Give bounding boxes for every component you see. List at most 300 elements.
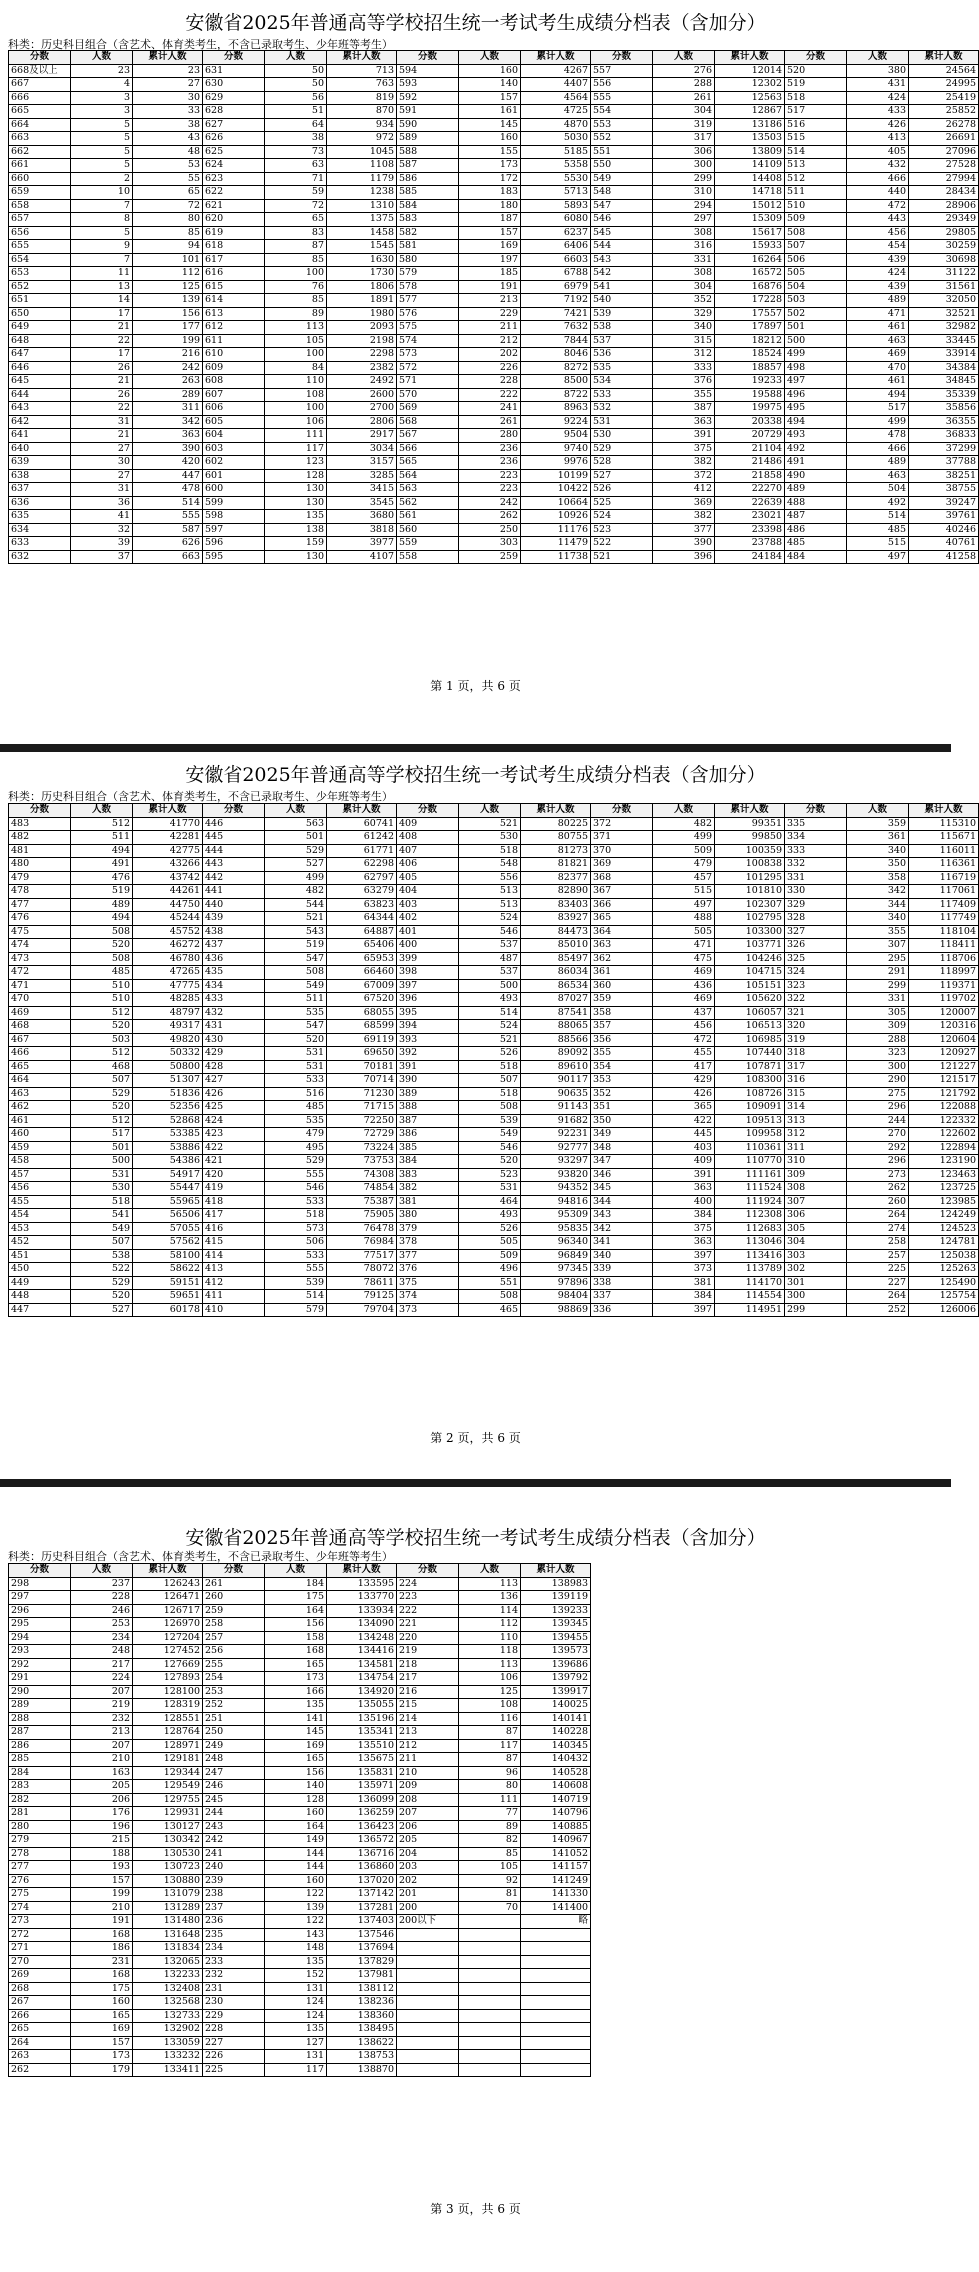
table-row [9,1739,591,1753]
table-cell: 520 [459,1155,521,1169]
table-cell: 316 [653,240,715,254]
table-cell: 1179 [327,172,397,186]
table-cell: 106 [265,415,327,429]
table-cell: 603 [203,442,265,456]
table-cell: 133934 [327,1604,397,1618]
table-cell: 164 [265,1820,327,1834]
table-header-row [9,804,979,818]
table-cell: 1980 [327,307,397,321]
table-cell: 225 [847,1263,909,1277]
table-cell: 452 [9,1236,71,1250]
table-cell: 1806 [327,280,397,294]
table-cell: 584 [397,199,459,213]
table-cell: 70 [459,1901,521,1915]
table-cell: 261 [459,415,521,429]
table-cell: 288 [9,1712,71,1726]
table-cell: 200 [397,1901,459,1915]
table-cell: 27 [71,442,133,456]
table-cell: 459 [9,1141,71,1155]
table-cell: 355 [591,1047,653,1061]
table-cell: 73 [265,145,327,159]
table-cell: 258 [847,1236,909,1250]
table-row [9,844,979,858]
table-row [9,402,979,416]
table-cell: 442 [203,871,265,885]
table-cell: 620 [203,213,265,227]
table-cell: 466 [847,442,909,456]
table-cell: 223 [459,483,521,497]
table-cell: 17557 [715,307,785,321]
table-cell: 114 [459,1604,521,1618]
table-cell: 222 [459,388,521,402]
table-cell: 130 [265,550,327,564]
table-cell: 204 [397,1847,459,1861]
table-cell: 72729 [327,1128,397,1142]
table-cell: 469 [653,993,715,1007]
table-cell: 135971 [327,1780,397,1794]
table-cell: 135510 [327,1739,397,1753]
table-cell: 365 [653,1101,715,1115]
table-cell: 411 [203,1290,265,1304]
table-cell: 79704 [327,1303,397,1317]
table-cell: 360 [591,979,653,993]
table-cell: 略 [521,1915,591,1929]
table-cell: 363 [653,1236,715,1250]
table-cell: 492 [785,442,847,456]
table-cell: 25852 [909,105,979,119]
table-cell: 9 [71,240,133,254]
table-cell: 396 [397,993,459,1007]
table-cell [397,1969,459,1983]
table-cell: 510 [785,199,847,213]
table-cell: 303 [459,537,521,551]
table-cell: 124 [265,1996,327,2010]
table-cell: 318 [785,1047,847,1061]
table-cell: 391 [397,1060,459,1074]
table-cell: 512 [71,1006,133,1020]
table-cell: 544 [265,898,327,912]
table-cell: 516 [265,1087,327,1101]
table-cell: 324 [785,966,847,980]
table-cell [397,2009,459,2023]
table-cell: 259 [203,1604,265,1618]
table-cell: 493 [785,429,847,443]
table-cell: 334 [785,831,847,845]
table-cell: 5185 [521,145,591,159]
column-header: 累计人数 [133,804,203,818]
table-cell: 135 [265,2023,327,2037]
column-header: 分数 [9,1564,71,1578]
table-cell: 414 [203,1249,265,1263]
table-cell: 29349 [909,213,979,227]
table-cell: 252 [847,1303,909,1317]
table-cell: 282 [9,1793,71,1807]
table-cell: 242 [133,361,203,375]
table-cell: 112683 [715,1222,785,1236]
table-cell: 570 [397,388,459,402]
table-cell: 32521 [909,307,979,321]
table-cell: 482 [653,817,715,831]
table-cell: 286 [9,1739,71,1753]
table-row [9,1618,591,1632]
table-cell: 127893 [133,1672,203,1686]
table-cell: 494 [71,844,133,858]
table-cell: 24995 [909,78,979,92]
table-cell: 505 [459,1236,521,1250]
table-row [9,199,979,213]
table-cell: 382 [653,510,715,524]
table-cell: 426 [203,1087,265,1101]
table-cell: 122602 [909,1128,979,1142]
table-cell: 14 [71,294,133,308]
table-row [9,2009,591,2023]
table-cell: 135055 [327,1699,397,1713]
table-cell: 140528 [521,1766,591,1780]
table-cell: 126243 [133,1577,203,1591]
table-cell: 615 [203,280,265,294]
table-cell: 211 [459,321,521,335]
table-cell: 122 [265,1888,327,1902]
table-cell: 138 [265,523,327,537]
table-cell: 44261 [133,885,203,899]
table-cell: 1238 [327,186,397,200]
table-cell: 5358 [521,159,591,173]
table-cell: 355 [847,925,909,939]
table-cell: 104246 [715,952,785,966]
table-row [9,1699,591,1713]
table-row [9,294,979,308]
table-cell: 122894 [909,1141,979,1155]
table-cell: 342 [591,1222,653,1236]
table-cell: 533 [265,1195,327,1209]
table-cell: 46780 [133,952,203,966]
table-cell: 336 [591,1303,653,1317]
table-cell: 280 [459,429,521,443]
table-cell: 33914 [909,348,979,362]
table-cell: 398 [397,966,459,980]
table-cell: 6080 [521,213,591,227]
table-cell: 33 [133,105,203,119]
table-cell: 97345 [521,1263,591,1277]
table-cell: 103300 [715,925,785,939]
table-row [9,2063,591,2077]
table-cell: 507 [71,1236,133,1250]
table-cell: 501 [265,831,327,845]
table-row [9,1861,591,1875]
table-cell: 446 [203,817,265,831]
table-cell: 255 [203,1658,265,1672]
table-cell: 126006 [909,1303,979,1317]
table-cell: 235 [203,1928,265,1942]
table-cell: 476 [71,871,133,885]
table-row [9,1195,979,1209]
table-cell: 74854 [327,1182,397,1196]
table-cell: 308 [785,1182,847,1196]
table-cell [521,2050,591,2064]
table-cell: 384 [397,1155,459,1169]
table-cell: 251 [203,1712,265,1726]
table-cell: 52868 [133,1114,203,1128]
table-cell: 53886 [133,1141,203,1155]
table-cell: 294 [653,199,715,213]
table-row [9,1847,591,1861]
table-cell: 250 [203,1726,265,1740]
table-cell: 581 [397,240,459,254]
table-cell: 120007 [909,1006,979,1020]
table-cell: 134581 [327,1658,397,1672]
table-cell: 448 [9,1290,71,1304]
table-cell: 156 [133,307,203,321]
table-cell: 244 [203,1807,265,1821]
column-header: 累计人数 [715,804,785,818]
table-row [9,1114,979,1128]
table-cell: 630 [203,78,265,92]
table-cell: 328 [785,912,847,926]
table-cell: 655 [9,240,71,254]
table-cell: 54917 [133,1168,203,1182]
table-cell: 392 [397,1047,459,1061]
table-cell: 93820 [521,1168,591,1182]
table-cell: 118706 [909,952,979,966]
table-cell [459,2023,521,2037]
table-cell: 538 [71,1249,133,1263]
table-cell: 479 [265,1128,327,1142]
table-cell: 31 [71,415,133,429]
table-cell: 85 [459,1847,521,1861]
table-cell: 424 [203,1114,265,1128]
table-cell: 136716 [327,1847,397,1861]
table-cell: 471 [653,939,715,953]
table-cell: 227 [847,1276,909,1290]
table-cell: 98869 [521,1303,591,1317]
table-cell: 57562 [133,1236,203,1250]
table-cell: 78072 [327,1263,397,1277]
table-cell: 520 [71,1101,133,1115]
table-cell: 16876 [715,280,785,294]
table-cell: 5 [71,118,133,132]
table-cell: 489 [71,898,133,912]
table-cell: 32050 [909,294,979,308]
table-row [9,1222,979,1236]
table-cell: 12867 [715,105,785,119]
table-cell: 71 [265,172,327,186]
table-cell: 370 [591,844,653,858]
table-cell: 475 [9,925,71,939]
table-cell: 85010 [521,939,591,953]
table-cell: 526 [459,1047,521,1061]
table-cell: 364 [591,925,653,939]
table-cell: 563 [265,817,327,831]
table-row [9,1020,979,1034]
table-cell: 332 [785,858,847,872]
table-cell: 23 [133,64,203,78]
table-cell: 184 [265,1577,327,1591]
table-cell: 139345 [521,1618,591,1632]
table-cell: 5030 [521,132,591,146]
table-cell: 262 [9,2063,71,2077]
table-cell: 217 [71,1658,133,1672]
table-cell: 55447 [133,1182,203,1196]
table-cell: 137403 [327,1915,397,1929]
table-cell: 32 [71,523,133,537]
table-cell: 264 [9,2036,71,2050]
table-cell: 156 [265,1766,327,1780]
table-cell: 391 [653,429,715,443]
table-cell: 539 [265,1276,327,1290]
table-cell: 621 [203,199,265,213]
table-cell: 510 [71,993,133,1007]
table-cell: 352 [653,294,715,308]
table-cell: 138112 [327,1982,397,1996]
table-cell: 57055 [133,1222,203,1236]
table-cell: 133411 [133,2063,203,2077]
table-cell: 635 [9,510,71,524]
table-cell: 487 [785,510,847,524]
table-cell: 517 [785,105,847,119]
table-cell: 232 [71,1712,133,1726]
table-cell: 503 [785,294,847,308]
table-cell: 262 [459,510,521,524]
table-cell: 409 [653,1155,715,1169]
table-cell: 366 [591,898,653,912]
table-cell: 460 [9,1128,71,1142]
table-cell: 9976 [521,456,591,470]
table-cell: 476 [9,912,71,926]
table-cell: 628 [203,105,265,119]
table-cell: 31122 [909,267,979,281]
table-cell: 119371 [909,979,979,993]
table-cell: 173 [265,1672,327,1686]
table-cell: 67009 [327,979,397,993]
table-cell: 384 [653,1290,715,1304]
table-cell: 490 [785,469,847,483]
table-cell: 144 [265,1861,327,1875]
table-cell: 763 [327,78,397,92]
table-cell: 3818 [327,523,397,537]
table-cell: 21486 [715,456,785,470]
column-header: 人数 [459,804,521,818]
table-cell: 625 [203,145,265,159]
table-cell: 333 [653,361,715,375]
table-cell: 538 [591,321,653,335]
table-cell: 6406 [521,240,591,254]
table-cell: 244 [847,1114,909,1128]
table-cell: 1545 [327,240,397,254]
table-cell: 479 [9,871,71,885]
table-row [9,1672,591,1686]
table-cell: 513 [459,885,521,899]
table-cell: 123 [265,456,327,470]
table-cell: 70181 [327,1060,397,1074]
table-cell: 91143 [521,1101,591,1115]
table-cell: 40761 [909,537,979,551]
table-cell: 73753 [327,1155,397,1169]
table-cell: 140 [459,78,521,92]
table-cell: 4 [71,78,133,92]
table-cell: 275 [9,1888,71,1902]
table-cell: 130 [265,483,327,497]
table-cell: 527 [265,858,327,872]
table-cell: 102795 [715,912,785,926]
table-cell [459,1996,521,2010]
table-cell: 547 [265,1020,327,1034]
table-cell: 397 [653,1303,715,1317]
table-cell: 4725 [521,105,591,119]
table-cell: 557 [591,64,653,78]
table-cell: 51 [265,105,327,119]
table-cell: 22 [71,334,133,348]
table-cell: 145 [459,118,521,132]
table-cell: 518 [459,1087,521,1101]
table-cell: 85497 [521,952,591,966]
table-cell: 520 [785,64,847,78]
table-cell: 12014 [715,64,785,78]
table-cell: 122088 [909,1101,979,1115]
table-cell: 410 [203,1303,265,1317]
table-cell: 87541 [521,1006,591,1020]
table-cell: 236 [459,442,521,456]
table-cell: 219 [397,1645,459,1659]
table-cell: 80755 [521,831,591,845]
table-row [9,1888,591,1902]
table-cell: 383 [397,1168,459,1182]
table-cell: 405 [847,145,909,159]
table-cell: 137020 [327,1874,397,1888]
table-cell: 165 [265,1658,327,1672]
table-cell: 77 [459,1807,521,1821]
table-cell: 361 [847,831,909,845]
table-cell: 85 [133,226,203,240]
table-cell: 141400 [521,1901,591,1915]
table-cell: 391 [653,1168,715,1182]
table-cell: 230 [203,1996,265,2010]
table-cell [397,1955,459,1969]
table-cell: 63279 [327,885,397,899]
table-cell: 4107 [327,550,397,564]
table-cell: 444 [203,844,265,858]
table-cell: 177 [133,321,203,335]
table-cell: 86534 [521,979,591,993]
table-cell: 14718 [715,186,785,200]
table-cell: 296 [847,1155,909,1169]
table-cell: 547 [591,199,653,213]
table-cell: 132568 [133,1996,203,2010]
table-cell: 41 [71,510,133,524]
table-cell: 660 [9,172,71,186]
table-cell: 555 [591,91,653,105]
table-cell: 530 [71,1182,133,1196]
table-row [9,898,979,912]
table-cell: 326 [785,939,847,953]
table-cell: 439 [847,280,909,294]
table-cell: 343 [591,1209,653,1223]
table-cell: 58622 [133,1263,203,1277]
table-cell: 13503 [715,132,785,146]
table-cell: 263 [133,375,203,389]
table-cell: 210 [397,1766,459,1780]
table-cell: 563 [397,483,459,497]
table-cell [397,1982,459,1996]
table-cell: 664 [9,118,71,132]
table-cell: 70714 [327,1074,397,1088]
table-cell: 344 [591,1195,653,1209]
table-cell: 521 [591,550,653,564]
table-cell: 587 [397,159,459,173]
table-cell: 50 [265,78,327,92]
table-cell: 87 [459,1726,521,1740]
table-cell: 47775 [133,979,203,993]
table-cell: 144 [265,1847,327,1861]
